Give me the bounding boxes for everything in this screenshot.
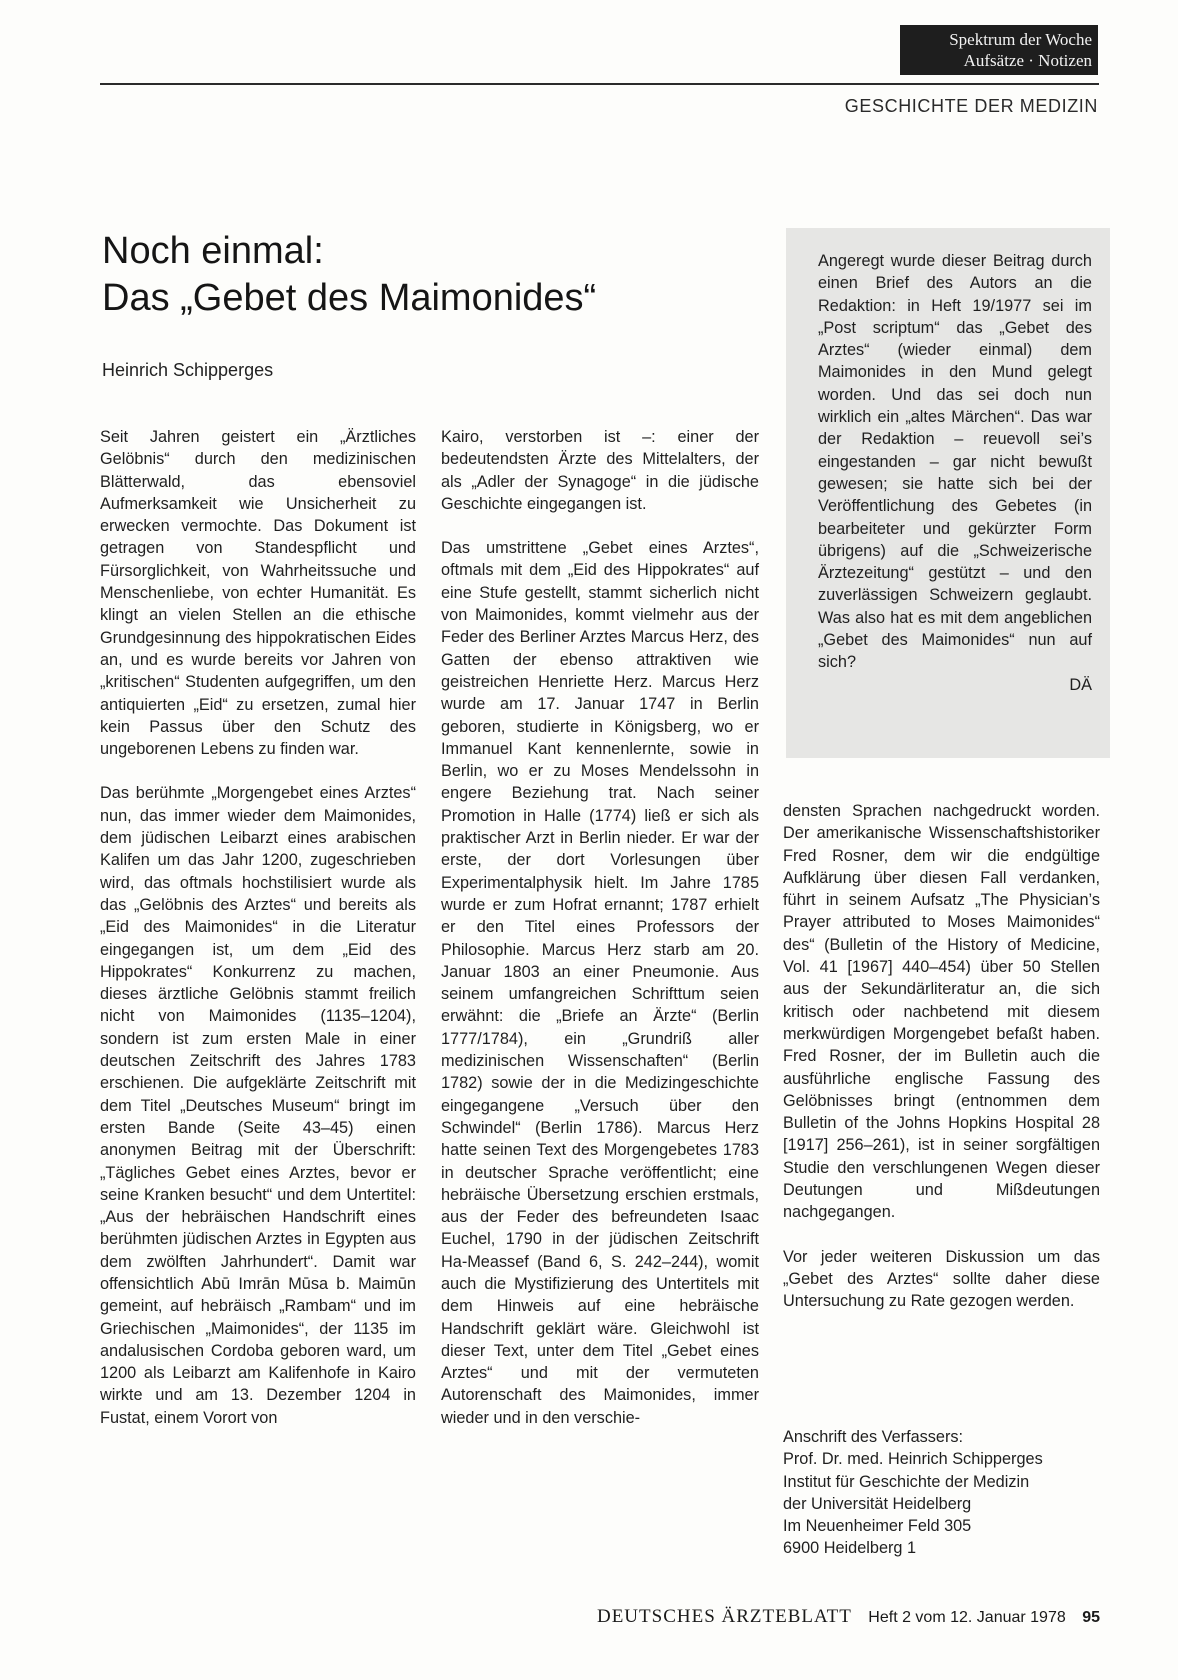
paragraph: Das umstrittene „Gebet eines Arztes“, oftmals mit dem „Eid des Hippokrates“ auf eine Stufe gestellt, stammt sicherlich nicht von Maimonides, kommt vielmehr aus der Feder des Berliner Arztes Marcus Herz, des Gatten der ebenso attraktiven wie geistreichen Henriette Herz. Marcus Herz wurde am 17. Januar 1747 in Berlin geboren, studierte in Königsberg, wo er Immanuel Kant kennenlernte, sowie in Berlin, wo er zu Moses Mendelssohn in engere Beziehung trat. Nach seiner Promotion in Halle (1774) ließ er sich als praktischer Arzt in Berlin nieder. Er war der erste, der dort Vorlesungen über Experimentalphysik hielt. Im Jahre 1785 wurde er zum Hofrat ernannt; 1787 erhielt er den Titel eines Professors der Philosophie. Marcus Herz starb am 20. Januar 1803 an einer Pneumonie. Aus seinem umfangreichen Schrifttum seien erwähnt: die „Briefe an Ärzte“ (Berlin 1777/1784), ein „Grundriß aller medizinischen Wissenschaften“ (Berlin 1782) sowie der in die Medizingeschichte eingegangene „Versuch über den Schwindel“ (Berlin 1786). Marcus Herz hatte seinen Text des Morgengebetes 1783 in deutscher Sprache veröffentlicht; eine hebräische Übersetzung erschien erstmals, aus der Feder des befreundeten Isaac Euchel, 1790 in der jüdischen Zeitschrift Ha-Meassef (Band 6, S. 242–244), womit auch die Mystifizierung des Untertitels mit dem Hinweis auf eine hebräische Handschrift geklärt wäre. Gleichwohl ist dieser Text, unter dem Titel „Gebet eines Arztes“ und mit der vermuteten Autorenschaft des Maimonides, immer wieder und in den verschie- [441, 539, 759, 1427]
section-badge [900, 25, 1098, 75]
page-number: 95 [1082, 1609, 1100, 1626]
column-1 [100, 426, 416, 1451]
editorial-initials: DÄ [1069, 675, 1092, 694]
journal-name: DEUTSCHES ÄRZTEBLATT [596, 1606, 852, 1627]
address-line: 6900 Heidelberg 1 [783, 1539, 917, 1558]
paragraph: Kairo, verstorben ist –: einer der bedeutendsten Ärzte des Mittelalters, der als „Adler der Synagoge“ in die jüdische Geschichte eingegangen ist. [441, 428, 759, 513]
title-line2: Das „Gebet des Maimonides“ [102, 277, 597, 319]
column-2 [441, 426, 759, 1451]
editorial-note-box [786, 228, 1110, 758]
column-3 [783, 800, 1100, 1335]
address-line: Im Neuenheimer Feld 305 [783, 1517, 972, 1536]
issue-info: Heft 2 vom 12. Januar 1978 [868, 1609, 1066, 1626]
header-rule [100, 83, 1099, 85]
editorial-note-text: Angeregt wurde dieser Beitrag durch einen Brief des Autors an die Redaktion: in Heft 19/1977 sei im „Post scriptum“ das „Gebet des Arztes“ (wieder einmal) dem Maimonides in den Mund gelegt worden. Und das sei doch nun wirklich ein „altes Märchen“. Das war der Redaktion – reuevoll sei’s eingestanden – gar nicht bewußt gewesen; sie hatte sich bei der Veröffentlichung des Gebetes (in bearbeiteter und gekürzter Form übrigens) auf die „Schweizerische Ärztezeitung“ gestützt – und den zuverlässigen Schweizern geglaubt. Was also hat es mit dem angeblichen „Gebet des Maimonides“ nun auf sich? [818, 252, 1092, 672]
address-line: der Universität Heidelberg [783, 1494, 972, 1513]
paragraph: Das berühmte „Morgengebet eines Arztes“ nun, das immer wieder dem Maimonides, dem jüdischen Leibarzt eines arabischen Kalifen um das Jahr 1200, zugeschrieben wird, das oftmals hochstilisiert wurde als das „Gelöbnis des Arztes“ und bereits als „Eid des Maimonides“ in die Literatur eingegangen ist, um dem „Eid des Hippokrates“ Konkurrenz zu machen, dieses ärztliche Gelöbnis stammt freilich nicht von Maimonides (1135–1204), sondern ist zum ersten Male in einer deutschen Zeitschrift des Jahres 1783 erschienen. Die aufgeklärte Zeitschrift mit dem Titel „Deutsches Museum“ bringt im ersten Bande (Seite 43–45) einen anonymen Beitrag mit der Überschrift: „Tägliches Gebet eines Arztes, bevor er seine Kranken besucht“ und dem Untertitel: „Aus der hebräischen Handschrift eines berühmten jüdischen Arztes in Egypten aus dem zwölften Jahrhundert“. Damit war offensichtlich Abū Imrān Mūsa b. Maimūn gemeint, auf hebräisch „Rambam“ und im Griechischen „Maimonides“, der 1135 im andalusischen Cordoba geboren ward, um 1200 als Leibarzt am Kalifenhofe in Kairo wirkte und am 13. Dezember 1204 in Fustat, einem Vorort von [100, 784, 416, 1427]
author-name: Heinrich Schipperges [102, 360, 274, 380]
address-line: Institut für Geschichte der Medizin [783, 1472, 1030, 1491]
section-badge-line2: Aufsätze · Notizen [963, 51, 1092, 70]
author-address [783, 1426, 1043, 1560]
address-heading: Anschrift des Verfassers: [783, 1428, 964, 1446]
title-line1: Noch einmal: [102, 230, 324, 272]
section-heading: GESCHICHTE DER MEDIZIN [844, 96, 1098, 116]
article-title [102, 228, 596, 322]
paragraph: Vor jeder weiteren Diskussion um das „Gebet des Arztes“ sollte daher diese Untersuchung zu Rate gezogen werden. [783, 1247, 1100, 1311]
section-badge-line1: Spektrum der Woche [949, 30, 1092, 49]
paragraph: densten Sprachen nachgedruckt worden. Der amerikanische Wissenschaftshistoriker Fred Rosner, dem wir die endgültige Aufklärung über diesen Fall verdanken, führt in seinem Aufsatz „The Physician’s Prayer attributed to Moses Maimonides“ des“ (Bulletin of the History of Medicine, Vol. 41 [1967] 440–454) über 50 Stellen aus der Sekundärliteratur an, die sich kritisch oder nachbetend mit diesem merkwürdigen Morgengebet befaßt haben. Fred Rosner, der im Bulletin auch die ausführliche englische Fassung des Gelöbnisses bringt (entnommen dem Bulletin of the Johns Hopkins Hospital 28 [1917] 256–261), ist in seiner sorgfältigen Studie den verschlungenen Wegen dieser Deutungen und Mißdeutungen nachgegangen. [783, 802, 1100, 1222]
page-footer [597, 1606, 1100, 1628]
address-line: Prof. Dr. med. Heinrich Schipperges [783, 1450, 1043, 1469]
paragraph: Seit Jahren geistert ein „Ärztliches Gelöbnis“ durch den medizinischen Blätterwald, das ebensoviel Aufmerksamkeit wie Unsicherheit zu erwecken vermochte. Das Dokument ist getragen von Standespflicht und Fürsorglichkeit, von Wahrheitssuche und Menschenliebe, von echter Humanität. Es klingt an vielen Stellen an die ethische Grundgesinnung des hippokratischen Eides an, und es wurde bereits vor Jahren von „kritischen“ Studenten aufgegriffen, um den antiquierten „Eid“ zu ersetzen, zumal hier kein Passus über den Schutz des ungeborenen Lebens zu finden war. [100, 428, 416, 759]
